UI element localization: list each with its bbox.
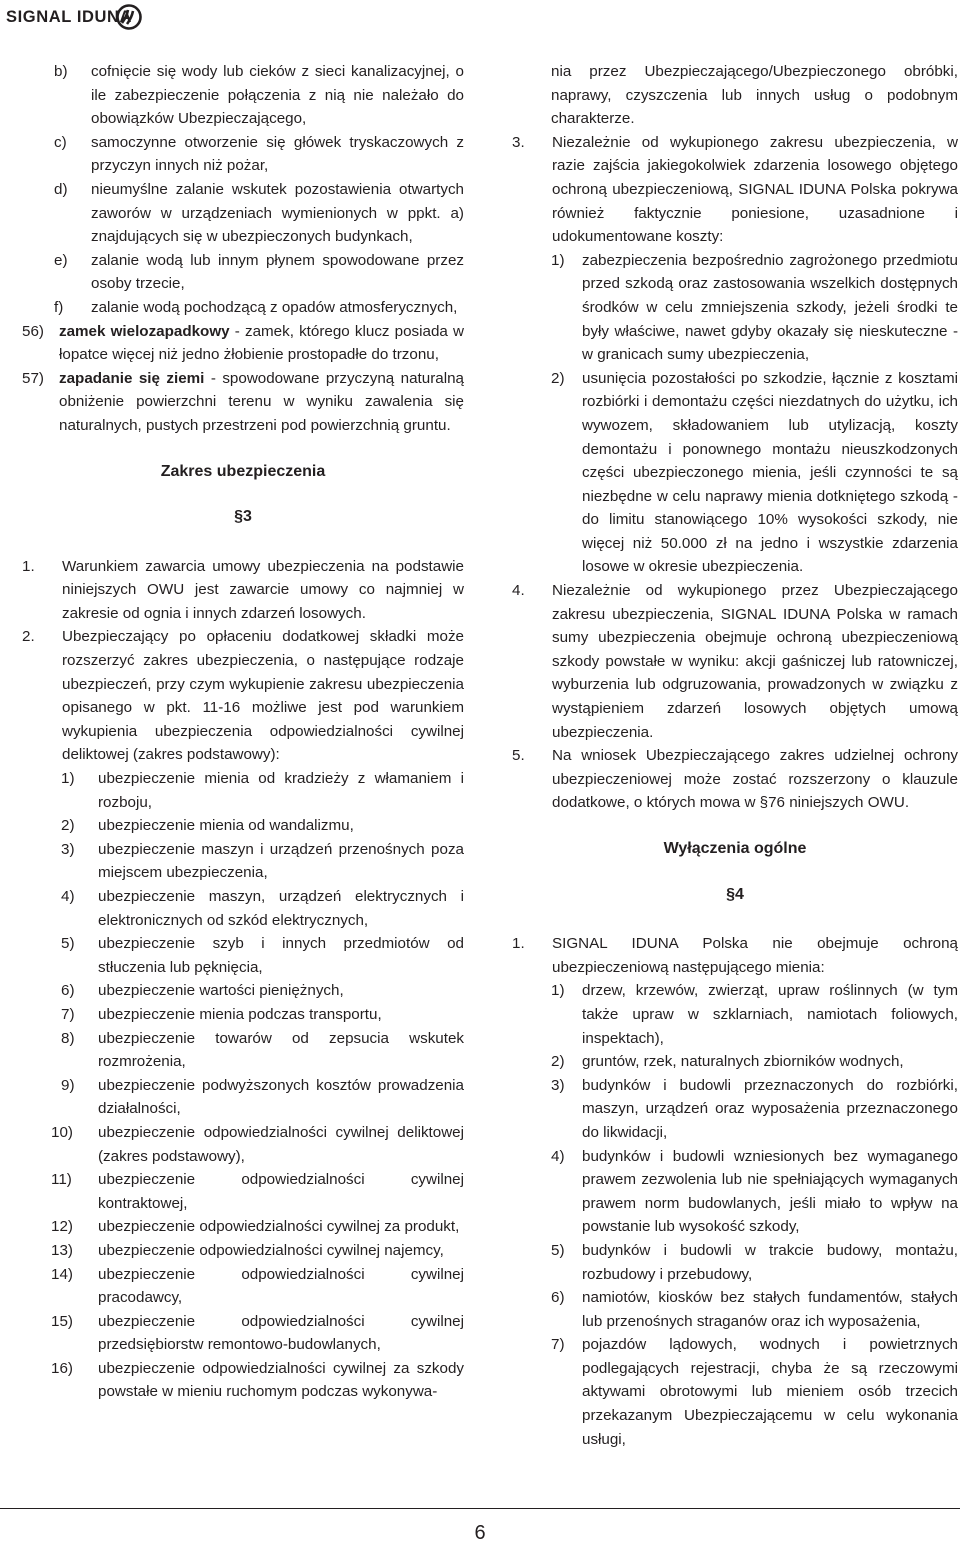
list-item: 2) usunięcia pozostałości po szkodzie, łącznie z kosztami rozbiórki i demontażu części niezdatnych do użytku, ich wywozem, składowaniem lub utylizacją, koszty demontażu i ponownego montażu nieuszkodzonych części ubezpieczonego mienia, jeśli czynności te są niezbędne w celu naprawy mienia dotkniętego szkodą - do limitu stanowiącego 10% wysokości szkody, nie więcej niż 50.000 zł na jedno i wszystkie zdarzenia losowe w okresie ubezpieczenia. [551,369,958,576]
continued-text: nia przez Ubezpieczającego/Ubezpieczonego obróbki, naprawy, czyszczenia lub innych usług o podobnym charakterze. [551,63,958,128]
paragraph-item: 1. SIGNAL IDUNA Polska nie obejmuje ochroną ubezpieczeniową następującego mienia: [512,935,958,976]
page-header [0,0,960,34]
list-item: f) zalanie wodą pochodzącą z opadów atmosferycznych, [54,298,458,316]
list-item: d) nieumyślne zalanie wskutek pozostawienia otwartych zaworów w urządzeniach wymienionych w ppkt. a) znajdujących się w ubezpieczonych budynkach, [54,180,464,246]
list-item: 15) ubezpieczenie odpowiedzialności cywilnej przedsiębiorstw remontowo-budowlanych, [51,1312,464,1354]
list-item: b) cofnięcie się wody lub cieków z sieci kanalizacyjnej, o ile zabezpieczenie połączenia z nią nie należało do obowiązków Ubezpieczającego, [54,63,464,128]
paragraph-item: 2. Ubezpieczający po opłaceniu dodatkowej składki może rozszerzyć zakres ubezpieczenia, o następujące rodzaje ubezpieczeń, przy czym wykupienie zakresu ubezpieczenia opisanego w pkt. 11-16 możliwe jest pod warunkiem wykupienia ubezpieczenia odpowiedzialności cywilnej deliktowej (zakres podstawowy): [22,628,464,764]
list-item: 4) ubezpieczenie maszyn, urządzeń elektrycznych i elektronicznych od szkód elektrycznych, [61,888,464,929]
paragraph-item: 1. Warunkiem zawarcia umowy ubezpieczenia na podstawie niniejszych OWU jest zawarcie umowy co najmniej w zakresie od ognia i innych zdarzeń losowych. [22,557,464,622]
definition-56: 56) zamek wielozapadkowy - zamek, którego klucz posiada w łopatce więcej niż jedno żłobienie prostopadłe do trzonu, [22,322,464,364]
definition-text: - zamek, którego klucz posiada w łopatce więcej niż jedno żłobienie prostopadłe do trzonu, [59,322,464,364]
list-item: 4) budynków i budowli wzniesionych bez wymaganego prawem zezwolenia lub nie spełniających wymaganych prawem norm budowlanych, jeśli miało to wpływ na powstanie lub wysokość szkody, [551,1147,958,1236]
list-item: 16) ubezpieczenie odpowiedzialności cywilnej za szkody powstałe w mieniu ruchomym podczas wykonywa- [51,1359,464,1401]
list-item: 10) ubezpieczenie odpowiedzialności cywilnej deliktowej (zakres podstawowy), [51,1123,464,1165]
list-item: 2) gruntów, rzek, naturalnych zbiorników wodnych, [551,1053,904,1071]
list-item: 6) namiotów, kiosków bez stałych fundamentów, stałych lub przenośnych straganów oraz ich wyposażenia, [551,1289,958,1330]
list-item: 9) ubezpieczenie podwyższonych kosztów prowadzenia działalności, [61,1076,464,1118]
list-item: 2) ubezpieczenie mienia od wandalizmu, [61,817,354,835]
brand-name: SIGNAL IDUNA [6,8,133,26]
definition-term: zapadanie się ziemi [59,369,205,387]
extension-list [22,767,464,1404]
list-item: e) zalanie wodą lub innym płynem spowodowane przez osoby trzecie, [54,251,464,293]
definition-57: 57) zapadanie się ziemi - spowodowane przyczyną naturalną obniżenie powierzchni terenu w wyniku zawalenia się naturalnych, pustych przestrzeni pod powierzchnią gruntu. [22,369,464,434]
list-item: 1) drzew, krzewów, zwierząt, upraw roślinnych (w tym także upraw w szklarniach, namiotach foliowych, inspektach), [551,982,958,1047]
list-item: 5) budynków i budowli w trakcie budowy, montażu, rozbudowy i przebudowy, [551,1241,958,1283]
definition-text: - spowodowane przyczyną naturalną obniżenie powierzchni terenu w wyniku zawalenia się naturalnych, pustych przestrzeni pod powierzchnią gruntu. [59,369,464,434]
list-item: 1) ubezpieczenie mienia od kradzieży z włamaniem i rozboju, [61,770,464,811]
section-paragraph-number: §4 [726,885,744,903]
section-paragraph-number: §3 [234,508,252,526]
list-item: 11) ubezpieczenie odpowiedzialności cywilnej kontraktowej, [51,1171,464,1212]
right-column [512,60,958,1451]
list-item: 12) ubezpieczenie odpowiedzialności cywilnej za produkt, [51,1218,460,1236]
paragraph-item: 5. Na wniosek Ubezpieczającego zakres udzielnej ochrony ubezpieczeniowej może zostać rozszerzony o klauzule dodatkowe, o których mowa w §76 niniejszych OWU. [512,747,958,812]
costs-list [512,249,958,579]
list-item: 7) pojazdów lądowych, wodnych i powietrznych podlegających rejestracji, chyba że są rzeczowymi aktywami obrotowymi lub mieniem osób trzecich przekazanym Ubezpieczającemu w celu wykonania usługi, [551,1336,958,1448]
list-item: 14) ubezpieczenie odpowiedzialności cywilnej pracodawcy, [51,1265,464,1307]
list-item: 13) ubezpieczenie odpowiedzialności cywilnej najemcy, [51,1241,444,1259]
list-item: c) samoczynne otworzenie się główek tryskaczowych z przyczyn innych niż pożar, [54,133,464,175]
definition-term: zamek wielozapadkowy [59,322,230,340]
paragraph-item: 4. Niezależnie od wykupionego przez Ubezpieczającego zakresu ubezpieczenia, SIGNAL IDUNA Polska w ramach sumy ubezpieczenia obejmuje ochroną ubezpieczeniową szkody powstałe w wyniku: akcji gaśniczej lub ratowniczej, wyburzenia lub odgruzowania, prowadzonych w związku z wystąpieniem zdarzeń losowych objętych umową ubezpieczenia. [512,582,958,741]
page-number: 6 [474,1522,486,1544]
list-item: 5) ubezpieczenie szyb i innych przedmiotów od stłuczenia lub pęknięcia, [61,935,464,976]
list-item: 1) zabezpieczenia bezpośrednio zagrożonego przedmiotu przed szkodą oraz zastosowania wszelkich dostępnych środków w celu zmniejszenia szkody, jeżeli środki te były właściwe, nawet gdyby okazały się nieskuteczne - w granicach sumy ubezpieczenia, [551,251,958,364]
footer-divider [0,1508,960,1509]
section-title: Wyłączenia ogólne [663,840,807,857]
list-item: 3) ubezpieczenie maszyn i urządzeń przenośnych poza miejscem ubezpieczenia, [61,840,464,882]
list-item: 7) ubezpieczenie mienia podczas transportu, [61,1005,382,1023]
section-title: Zakres ubezpieczenia [160,462,326,480]
exclusions-list [512,979,958,1451]
list-item: 6) ubezpieczenie wartości pieniężnych, [61,982,344,1000]
signal-iduna-logo-icon [116,4,142,30]
paragraph-item: 3. Niezależnie od wykupionego zakresu ubezpieczenia, w razie zajścia jakiegokolwiek zdarzenia losowego objętego ochroną ubezpieczeniową, SIGNAL IDUNA Polska pokrywa również faktycznie poniesione, uzasadnione i udokumentowane koszty: [512,133,958,246]
list-item: 8) ubezpieczenie towarów od zepsucia wskutek rozmrożenia, [61,1029,464,1071]
left-column [22,60,464,1404]
list-item: 3) budynków i budowli przeznaczonych do rozbiórki, maszyn, urządzeń oraz wyposażenia przeznaczonego do likwidacji, [551,1076,958,1141]
